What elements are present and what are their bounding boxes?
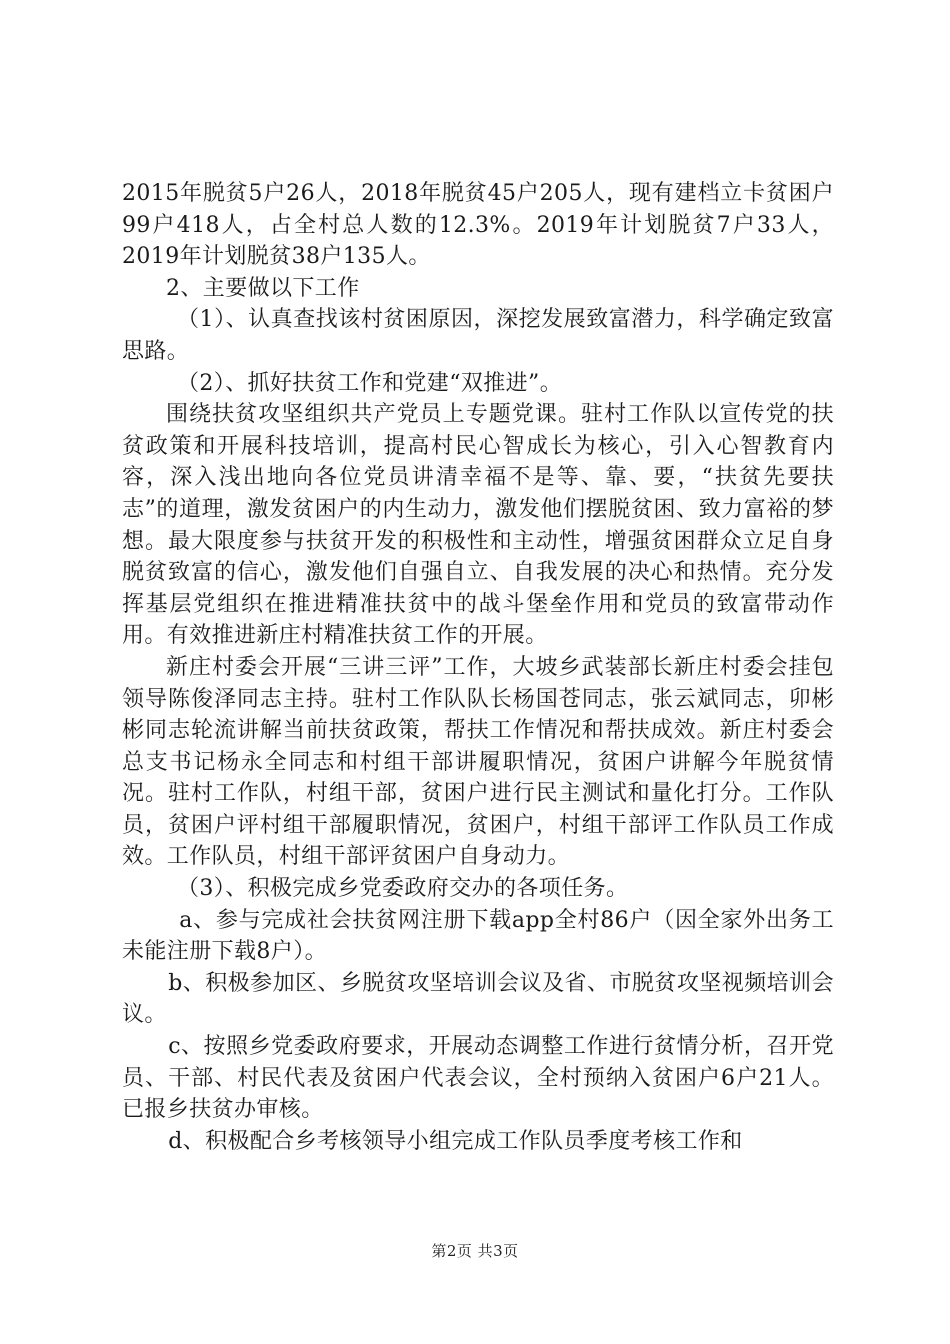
document-body (122, 178, 834, 1157)
item-3: （3）、积极完成乡党委政府交办的各项任务。 (177, 876, 629, 902)
heading-main-work: 2、主要做以下工作 (166, 275, 360, 301)
subitem-a: a、参与完成社会扶贫网注册下载app全村86户（因全家外出务工未能注册下载8户）。 (122, 907, 834, 965)
subitem-c: c、按照乡党委政府要求，开展动态调整工作进行贫情分析，召开党员、干部、村民代表及贫困户代表会议，全村预纳入贫困户6户21人。已报乡扶贫办审核。 (122, 1034, 834, 1123)
subitem-d: d、积极配合乡考核领导小组完成工作队员季度考核工作和 (168, 1128, 743, 1154)
paragraph-statistics: 2015年脱贫5户26人，2018年脱贫45户205人，现有建档立卡贫困户99户418人，占全村总人数的12.3%。2019年计划脱贫7户33人，2019年计划脱贫38户135人。 (122, 181, 834, 270)
paragraph-three-talks: 新庄村委会开展“三讲三评”工作，大坡乡武装部长新庄村委会挂包领导陈俊泽同志主持。驻村工作队队长杨国苍同志，张云斌同志，卯彬彬同志轮流讲解当前扶贫政策，帮扶工作情况和帮扶成效。新庄村委会总支书记杨永全同志和村组干部讲履职情况，贫困户讲解今年脱贫情况。驻村工作队，村组干部，贫困户进行民主测试和量化打分。工作队员，贫困户评村组干部履职情况，贫困户，村组干部评工作队员工作成效。工作队员，村组干部评贫困户自身动力。 (122, 654, 834, 870)
subitem-b: b、积极参加区、乡脱贫攻坚培训会议及省、市脱贫攻坚视频培训会议。 (122, 970, 834, 1028)
item-2: （2）、抓好扶贫工作和党建“双推进”。 (177, 370, 563, 396)
page-footer: 第2页 共3页 (431, 1242, 519, 1260)
paragraph-party-class: 围绕扶贫攻坚组织共产党员上专题党课。驻村工作队以宣传党的扶贫政策和开展科技培训，提高村民心智成长为核心，引入心智教育内容，深入浅出地向各位党员讲清幸福不是等、靠、要，“扶贫先要扶志”的道理，激发贫困户的内生动力，激发他们摆脱贫困、致力富裕的梦想。最大限度参与扶贫开发的积极性和主动性，增强贫困群众立足自身脱贫致富的信心，激发他们自强自立、自我发展的决心和热情。充分发挥基层党组织在推进精准扶贫中的战斗堡垒作用和党员的致富带动作用。有效推进新庄村精准扶贫工作的开展。 (122, 402, 834, 649)
item-1: （1）、认真查找该村贫困原因，深挖发展致富潜力，科学确定致富思路。 (122, 307, 834, 364)
